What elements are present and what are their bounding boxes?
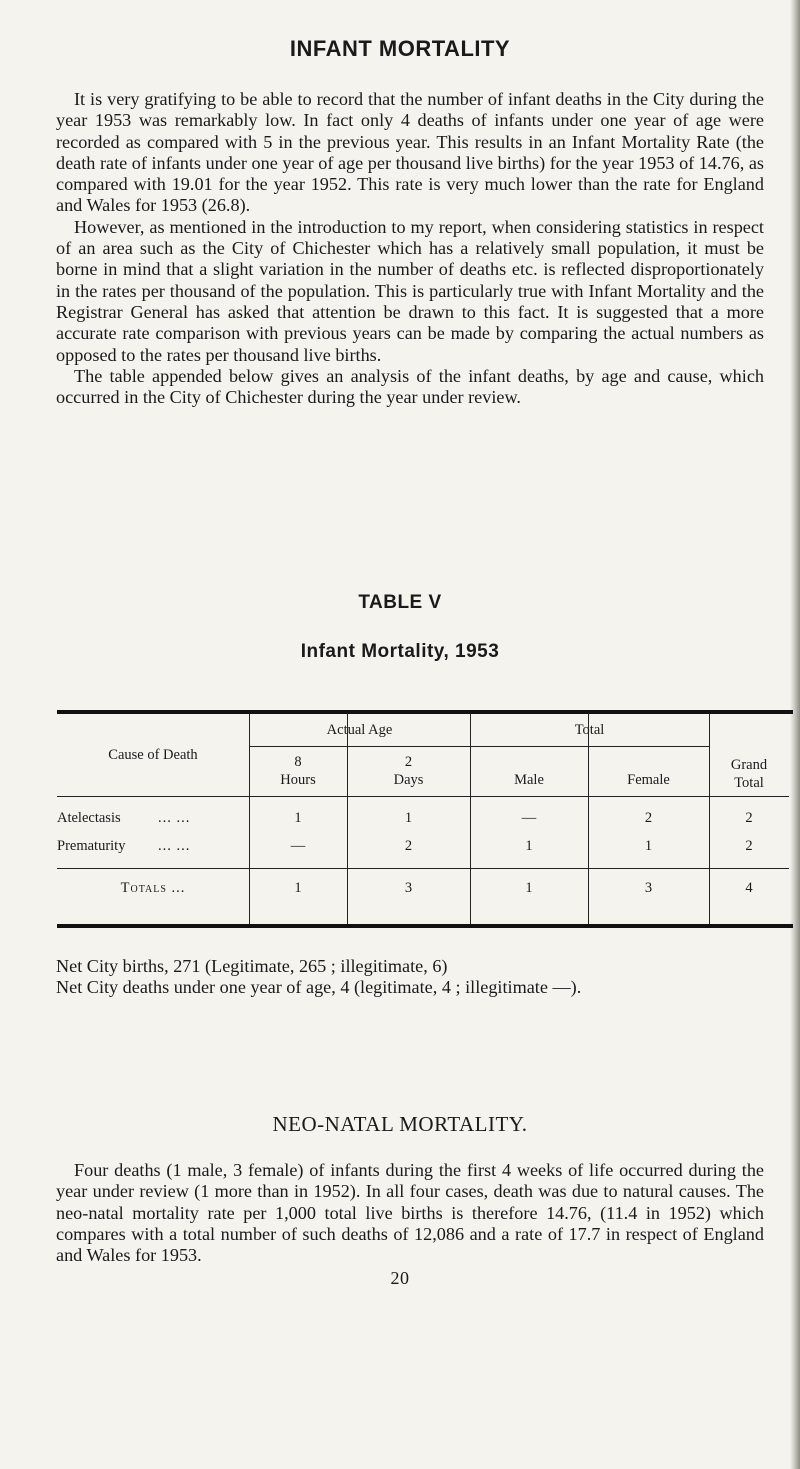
table-caption: Infant Mortality, 1953: [300, 641, 500, 662]
totals-female: 3: [644, 880, 653, 896]
neonatal-paragraph: Four deaths (1 male, 3 female) of infants during the first 4 weeks of life occurred during the year under review (1 more than in 1952). In all four cases, death was due to natural causes. The neo-natal mortality rate per 1,000 total live births is therefore 14.76, (11.4 in 1952) which compares with a total number of such deaths of 12,086 and a rate of 17.7 in respect of England and Wales for 1953.: [56, 1160, 764, 1266]
row-cause: Atelectasis: [57, 810, 121, 826]
row-cause: Prematurity: [57, 838, 126, 854]
intro-paragraph: It is very gratifying to be able to record that the number of infant deaths in the City during the year 1953 was remarkably low. In fact only 4 deaths of infants under one year of age were recorded as compared with 5 in the previous year. This results in an Infant Mortality Rate (the death rate of infants under one year of age per thousand live births) for the year 1953 of 14.76, as compared with 19.01 for the year 1952. This rate is very much lower than the rate for England and Wales for 1953 (26.8).: [56, 89, 764, 216]
row-dots: ... ...: [158, 838, 191, 854]
totals-days: 3: [404, 880, 413, 896]
row-male: 1: [525, 838, 533, 854]
births-note: [56, 956, 764, 999]
page-number: 20: [390, 1268, 410, 1288]
header-female: Female: [627, 772, 670, 788]
totals-label: Totals ...: [120, 880, 186, 896]
header-total: Total: [574, 722, 605, 738]
deaths-line: Net City deaths under one year of age, 4 (legitimate, 4 ; illegitimate —).: [56, 977, 582, 998]
totals-grand: 4: [745, 880, 753, 896]
infant-mortality-table: [57, 710, 793, 928]
intro-paragraph: However, as mentioned in the introduction to my report, when considering statistics in respect of an area such as the City of Chichester which has a relatively small population, it must be borne in mind that a slight variation in the number of deaths etc. is reflected disproportionately in the rates per thousand of the population. This is particularly true with Infant Mortality and the Registrar General has asked that attention be drawn to this fact. It is suggested that a more accurate rate comparison with previous years can be made by comparing the actual numbers as opposed to the rates per thousand live births.: [56, 216, 764, 365]
header-cause-of-death: Cause of Death: [108, 747, 198, 763]
intro-paragraph: The table appended below gives an analysis of the infant deaths, by age and cause, which occurred in the City of Chichester during the year under review.: [56, 365, 764, 408]
row-female: 1: [644, 838, 653, 854]
header-male: Male: [514, 772, 544, 788]
row-grand: 2: [745, 838, 753, 854]
page-title: INFANT MORTALITY: [289, 36, 511, 61]
births-line: Net City births, 271 (Legitimate, 265 ; illegitimate, 6): [56, 956, 448, 976]
neonatal-text: [56, 1160, 764, 1266]
totals-hours: 1: [294, 880, 302, 896]
totals-male: 1: [525, 880, 533, 896]
row-male: —: [521, 810, 537, 826]
row-hours: 1: [294, 810, 302, 826]
row-grand: 2: [745, 810, 753, 826]
intro-text: [56, 89, 764, 408]
row-days: 2: [404, 838, 413, 854]
header-grand-total: Grand Total: [730, 757, 768, 791]
header-8-hours: 8 Hours: [280, 754, 316, 788]
neonatal-title: NEO-NATAL MORTALITY.: [272, 1112, 528, 1136]
header-actual-age: Actual Age: [326, 722, 393, 738]
row-female: 2: [644, 810, 653, 826]
row-days: 1: [404, 810, 413, 826]
row-dots: ... ...: [158, 810, 191, 826]
header-2-days: 2 Days: [393, 754, 424, 788]
row-hours: —: [290, 838, 306, 854]
table-label: TABLE V: [358, 592, 442, 613]
